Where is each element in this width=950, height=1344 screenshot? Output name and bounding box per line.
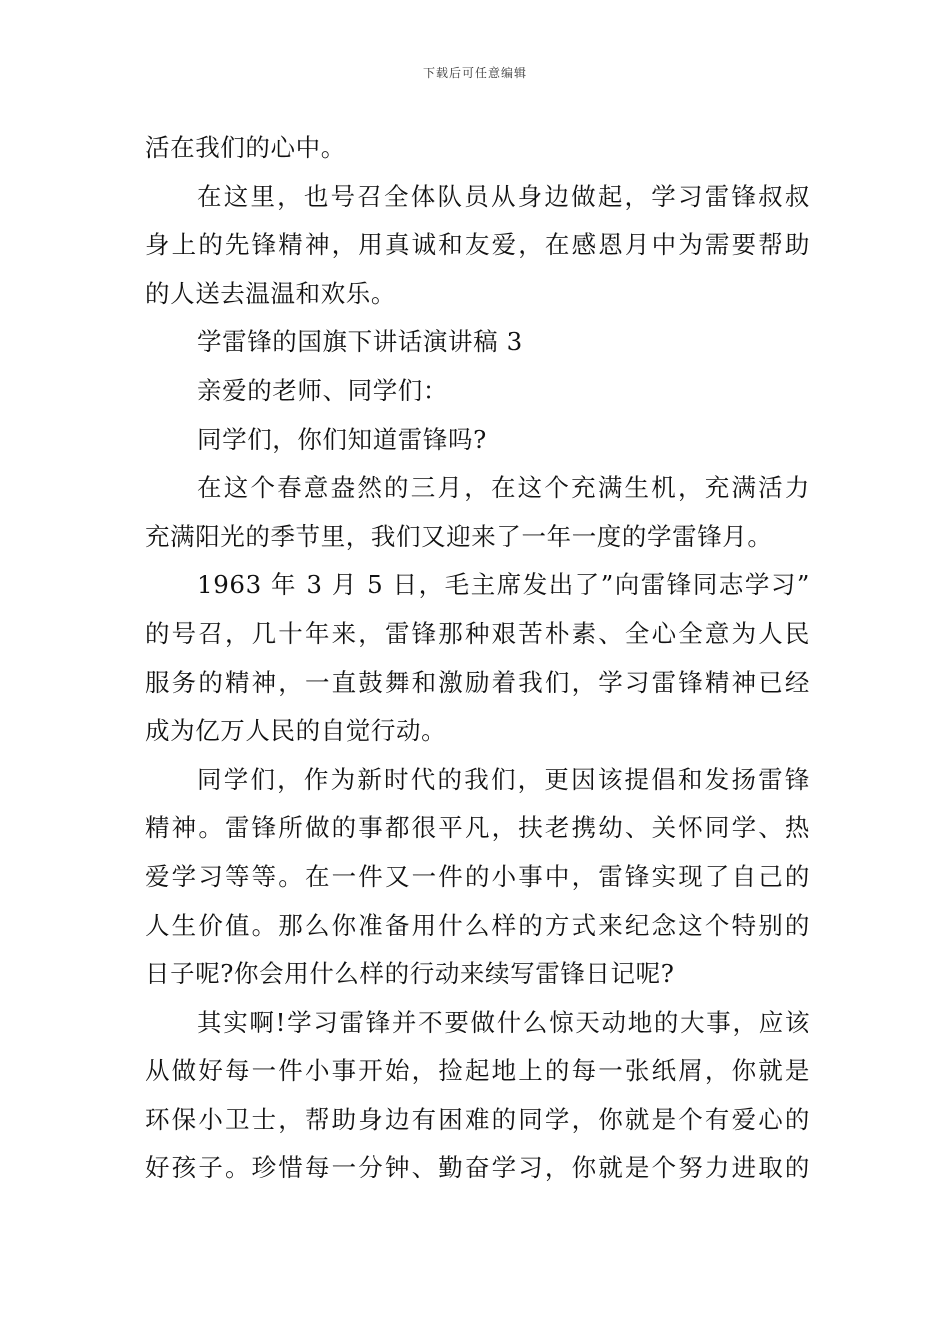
text-line: 同学们，作为新时代的我们，更因该提倡和发扬雷锋 (197, 764, 810, 794)
text-line: 环保小卫士，帮助身边有困难的同学，你就是个有爱心的 (145, 1104, 810, 1134)
document-body (145, 124, 810, 1193)
text-line: 在这里，也号召全体队员从身边做起，学习雷锋叔叔 (197, 181, 810, 211)
text-line: 精神。雷锋所做的事都很平凡，扶老携幼、关怀同学、热 (145, 813, 810, 843)
header-note: 下载后可任意编辑 (422, 66, 527, 80)
text-line: 从做好每一件小事开始，捡起地上的每一张纸屑，你就是 (145, 1056, 810, 1086)
salutation: 亲爱的老师、同学们： (197, 375, 448, 405)
text-line: 1963 年 3 月 5 日，毛主席发出了”向雷锋同志学习” (197, 570, 810, 600)
text-line: 活在我们的心中。 (145, 133, 346, 162)
text-line: 身上的先锋精神，用真诚和友爱，在感恩月中为需要帮助 (145, 230, 810, 260)
text-line: 的人送去温温和欢乐。 (145, 278, 396, 308)
text-line: 的号召，几十年来，雷锋那种艰苦朴素、全心全意为人民 (145, 618, 810, 648)
text-line: 爱学习等等。在一件又一件的小事中，雷锋实现了自己的 (145, 861, 810, 891)
text-line: 充满阳光的季节里，我们又迎来了一年一度的学雷锋月。 (145, 521, 773, 551)
text-line: 日子呢?你会用什么样的行动来续写雷锋日记呢? (145, 959, 675, 989)
text-line: 好孩子。珍惜每一分钟、勤奋学习，你就是个努力进取的 (145, 1153, 810, 1183)
text-line: 在这个春意盎然的三月，在这个充满生机，充满活力 (197, 473, 810, 503)
section-heading: 学雷锋的国旗下讲话演讲稿 3 (197, 327, 523, 357)
text-line: 其实啊!学习雷锋并不要做什么惊天动地的大事，应该 (197, 1007, 810, 1037)
text-line: 成为亿万人民的自觉行动。 (145, 716, 447, 746)
text-line: 同学们，你们知道雷锋吗? (197, 424, 487, 454)
text-line: 人生价值。那么你准备用什么样的方式来纪念这个特别的 (145, 910, 810, 940)
text-line: 服务的精神，一直鼓舞和激励着我们，学习雷锋精神已经 (145, 667, 810, 697)
